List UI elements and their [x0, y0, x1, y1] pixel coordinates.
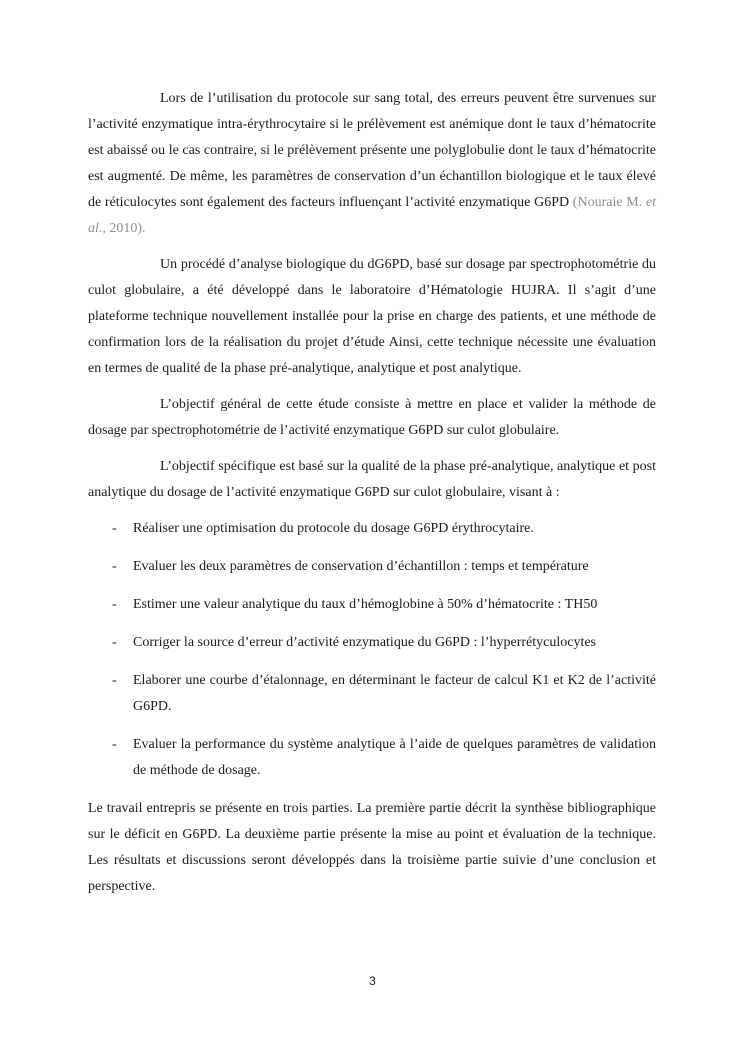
list-item: [88, 630, 656, 656]
list-dash: -: [112, 737, 117, 752]
list-dash: -: [112, 635, 117, 650]
list-item: [88, 732, 656, 784]
list-item: [88, 668, 656, 720]
list-item-text: Corriger la source d’erreur d’activité enzymatique du G6PD : l’hyperrétyculocytes: [133, 635, 596, 650]
objectives-list: [88, 516, 656, 784]
list-item: [88, 592, 656, 618]
list-item-text: Evaluer les deux paramètres de conservation d’échantillon : temps et température: [133, 559, 589, 574]
list-dash: -: [112, 673, 117, 688]
list-dash: -: [112, 597, 117, 612]
citation-etal: et al.,: [88, 195, 656, 236]
paragraph-general-objective: L’objectif général de cette étude consiste à mettre en place et valider la méthode de dosage par spectrophotométrie de l’activité enzymatique G6PD sur culot globulaire.: [88, 397, 656, 438]
citation-year: 2010).: [105, 221, 146, 236]
paragraph-intro-text: Lors de l’utilisation du protocole sur sang total, des erreurs peuvent être survenues sur l’activité enzymatique intra-érythrocytaire si le prélèvement est anémique dont le taux d’hématocrite est abaissé ou le cas contraire, si le prélèvement présente une polyglobulie dont le taux d’hématocrite est augmenté. De même, les paramètres de conservation d’un échantillon biologique et le taux élevé de réticulocytes sont également des facteurs influençant l’activité enzymatique G6PD: [88, 91, 656, 210]
list-item-text: Estimer une valeur analytique du taux d’hémoglobine à 50% d’hématocrite : TH50: [133, 597, 598, 612]
paragraph-method: Un procédé d’analyse biologique du dG6PD, basé sur dosage par spectrophotométrie du culot globulaire, a été développé dans le laboratoire d’Hématologie HUJRA. Il s’agit d’une plateforme technique nouvellement installée pour la prise en charge des patients, et une méthode de confirmation lors de la réalisation du projet d’étude Ainsi, cette technique nécessite une évaluation en termes de qualité de la phase pré-analytique, analytique et post analytique.: [88, 257, 656, 376]
list-dash: -: [112, 559, 117, 574]
citation-author: (Nouraie M.: [572, 195, 646, 210]
list-item-text: Elaborer une courbe d’étalonnage, en déterminant le facteur de calcul K1 et K2 de l’activité G6PD.: [133, 673, 656, 714]
paragraph-specific-objective: L’objectif spécifique est basé sur la qualité de la phase pré-analytique, analytique et post analytique du dosage de l’activité enzymatique G6PD sur culot globulaire, visant à :: [88, 459, 656, 500]
list-item: [88, 516, 656, 542]
document-page: [88, 86, 656, 910]
list-dash: -: [112, 521, 117, 536]
list-item-text: Evaluer la performance du système analytique à l’aide de quelques paramètres de validation de méthode de dosage.: [133, 737, 656, 778]
paragraph-intro: [88, 86, 656, 242]
list-item: [88, 554, 656, 580]
page-number: 3: [369, 974, 376, 988]
list-item-text: Réaliser une optimisation du protocole du dosage G6PD érythrocytaire.: [133, 521, 534, 536]
paragraph-outline: Le travail entrepris se présente en trois parties. La première partie décrit la synthèse bibliographique sur le déficit en G6PD. La deuxième partie présente la mise au point et évaluation de la technique. Les résultats et discussions seront développés dans la troisième partie suivie d’une conclusion et perspective.: [88, 801, 656, 894]
